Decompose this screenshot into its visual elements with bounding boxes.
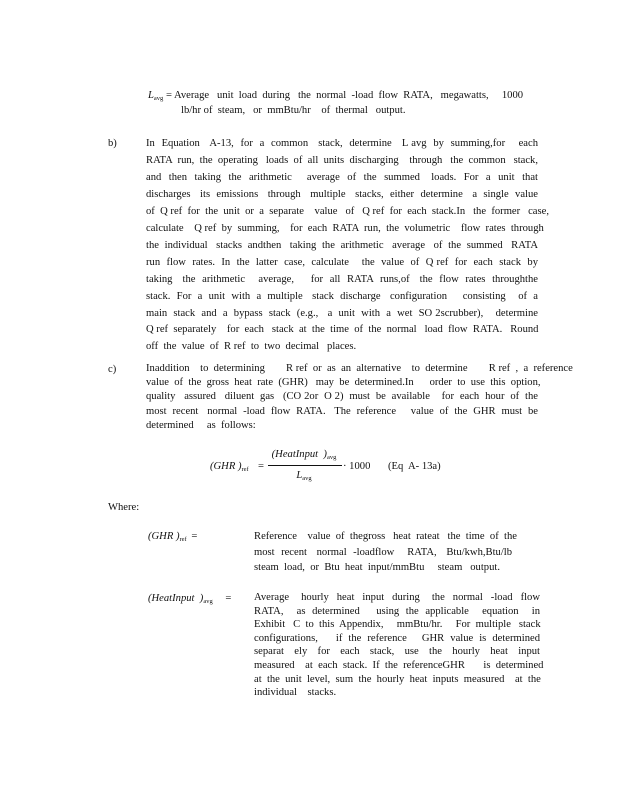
def-1-line: configurations, if the reference GHR value is determined [254,632,540,644]
item-b-paragraph [146,136,549,356]
equation-lhs-sub: ref [241,466,249,473]
item-b-line: the individual stacks andthen taking the arithmetic average of the summed RATA [146,239,538,251]
def-0-line: steam load, or Btu heat input/mmBtu steam output. [254,562,500,573]
leq-symbol: L [148,90,154,101]
equation-equals: = [258,461,264,472]
item-c-line: value of the gross heat rate (GHR) may be determined.In order to use this option, [146,377,541,389]
item-c-marker: c) [108,364,117,375]
def-1-line: measured at each stack. If the referenceGHR is determined [254,659,544,671]
item-b-line: calculate Q ref by summing, for each RATA run, the volumetric flow rates through [146,222,544,234]
item-c-line: most recent normal -load flow RATA. The reference value of the GHR must be [146,405,538,417]
def-heatinput-text [254,591,544,700]
leq-definition [148,88,528,119]
def-0-line: Reference value of thegross heat rateat the time of the [254,531,517,542]
equation-fraction-bar [268,465,342,466]
item-b-marker: b) [108,138,117,149]
equation-denominator: $L_{avg}$ [296,470,312,482]
item-b-line: run flow rates. In the latter case, calculate the value of Q ref for each stack by [146,256,538,268]
item-c-paragraph [146,362,573,433]
leq-def-line1: = Average unit load during the normal -load flow RATA, megawatts, 1000 [165,90,524,101]
leq-def-line2: lb/hr of steam, or mmBtu/hr of thermal output. [181,105,406,117]
equation-times-1000: · 1000 [343,461,371,472]
def-ghr-term: (GHR )$_{ref}$ = [148,531,198,543]
item-b-line: of Q ref for the unit or a separate value of Q ref for each stack.In the former case, [146,205,549,217]
item-b-line: off the value of R ref to two decimal places. [146,341,357,353]
equation-lhs: (GHR ) [210,461,242,472]
item-b-line: Q ref separately for each stack at the time of the normal load flow RATA. Round [146,324,539,336]
leq-subscript: avg [153,95,164,102]
item-c-line: Inaddition to determining R ref or as an alternative to determine R ref , a reference [146,363,573,374]
item-b-line: and then taking the arithmetic average of the summed loads. For a unit that [146,171,538,183]
def-1-line: separat ely for each stack, use the hourly heat input [254,646,540,658]
def-ghr-text [254,529,517,576]
item-b-line: main stack and a bypass stack (e.g., a unit with a wet SO 2scrubber), determine [146,307,538,319]
item-b-line: taking the arithmetic average, for all RATA runs,of the flow rates throughthe [146,273,538,285]
def-1-line: Exhibit C to this Appendix, mmBtu/hr. For multiple stack [254,619,541,631]
def-heatinput-term: (HeatInput )$_{avg}$ = [148,593,232,605]
def-1-line: Average hourly heat input during the normal -load flow [254,592,540,603]
def-0-line: most recent normal -loadflow RATA, Btu/kwh,Btu/lb [254,546,512,558]
item-b-line: In Equation A-13, for a common stack, determine L avg by summing,for each [146,138,538,149]
item-c-line: determined as follows: [146,419,256,431]
def-1-line: individual stacks. [254,687,337,699]
def-1-line: at the unit level, sum the hourly heat inputs measured at the [254,673,541,685]
equation-numerator: (HeatInput )$_{avg}$ [271,449,337,461]
item-b-line: RATA run, the operating loads of all units discharging through the common stack, [146,154,538,166]
item-b-line: discharges its emissions through multiple stacks, either determine a single value [146,188,538,200]
def-1-line: RATA, as determined using the applicable equation in [254,605,540,617]
where-label: Where: [108,502,140,513]
equation-tag: (Eq A- 13a) [388,461,441,472]
item-c-line: quality assured diluent gas (CO 2or O 2) must be available for each hour of the [146,391,538,403]
item-b-line: stack. For a unit with a multiple stack discharge configuration consisting of a [146,290,538,302]
